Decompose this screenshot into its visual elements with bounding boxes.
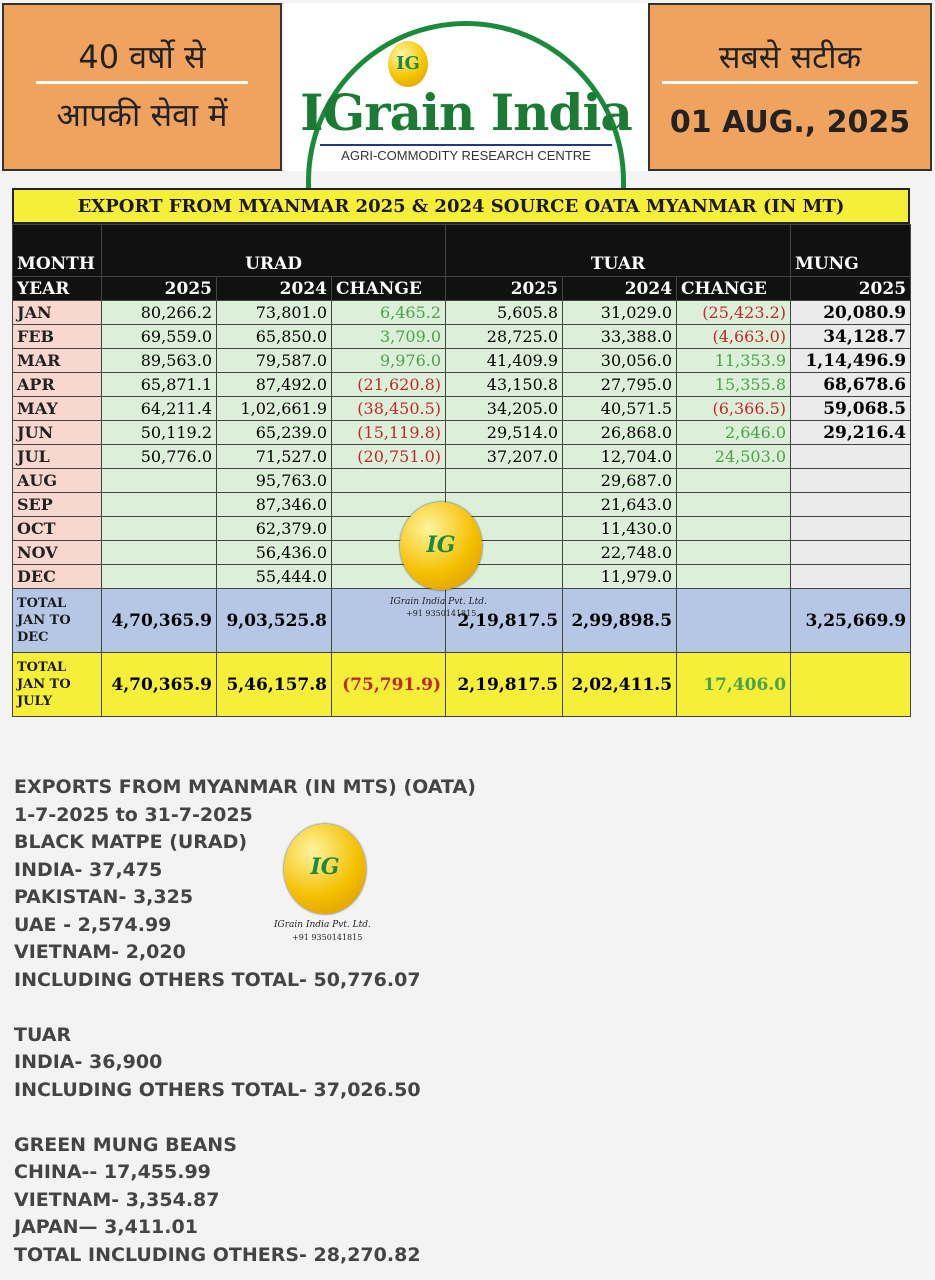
cell-month: SEP xyxy=(13,493,102,517)
tuar-change-header: CHANGE xyxy=(677,277,791,301)
cell-urad-2024: 87,492.0 xyxy=(217,373,332,397)
cell-urad-2025: 50,119.2 xyxy=(102,421,217,445)
note-line: INDIA- 36,900 xyxy=(14,1051,163,1073)
cell-tuar-change: (6,366.5) xyxy=(677,397,791,421)
note-line: CHINA-- 17,455.99 xyxy=(14,1161,211,1183)
table-row xyxy=(13,469,911,493)
table-row xyxy=(13,397,911,421)
logo-mark: IG xyxy=(396,53,420,74)
watermark-logo xyxy=(380,500,500,620)
cell-mung-2025 xyxy=(791,541,911,565)
brand-name: IGrain India xyxy=(300,83,632,142)
cell-tuar-change xyxy=(677,541,791,565)
cell-mung-2025: 34,128.7 xyxy=(791,325,911,349)
cell-tuar-change: 17,406.0 xyxy=(677,653,791,717)
cell-tuar-2024: 30,056.0 xyxy=(563,349,677,373)
cell-urad-2025 xyxy=(102,565,217,589)
cell-urad-2025: 64,211.4 xyxy=(102,397,217,421)
cell-urad-2025: 89,563.0 xyxy=(102,349,217,373)
tuar-2024-header: 2024 xyxy=(563,277,677,301)
year-header-row xyxy=(13,277,911,301)
cell-mung-2025: 68,678.6 xyxy=(791,373,911,397)
cell-mung-2025: 1,14,496.9 xyxy=(791,349,911,373)
cell-tuar-2024: 11,430.0 xyxy=(563,517,677,541)
cell-urad-2024: 62,379.0 xyxy=(217,517,332,541)
cell-tuar-2024: 31,029.0 xyxy=(563,301,677,325)
tagline-service: आपकी सेवा में xyxy=(56,96,228,134)
cell-tuar-change xyxy=(677,589,791,653)
cell-tuar-2025 xyxy=(446,469,563,493)
urad-header: URAD xyxy=(102,225,446,277)
cell-month: MAY xyxy=(13,397,102,421)
cell-month: NOV xyxy=(13,541,102,565)
cell-urad-2025: 50,776.0 xyxy=(102,445,217,469)
cell-mung-2025 xyxy=(791,469,911,493)
watermark-phone: +91 9350141815 xyxy=(292,933,363,942)
cell-mung-2025 xyxy=(791,565,911,589)
cell-urad-2025 xyxy=(102,517,217,541)
cell-tuar-2024: 26,868.0 xyxy=(563,421,677,445)
cell-urad-2025: 4,70,365.9 xyxy=(102,653,217,717)
total-label: TOTAL JAN TO JULY xyxy=(13,653,102,717)
cell-tuar-2025: 2,19,817.5 xyxy=(446,653,563,717)
divider xyxy=(662,81,918,84)
brand-logo xyxy=(284,3,648,171)
cell-urad-2024: 87,346.0 xyxy=(217,493,332,517)
total-label: TOTAL JAN TO DEC xyxy=(13,589,102,653)
table-row xyxy=(13,373,911,397)
year-header: YEAR xyxy=(13,277,102,301)
note-line: BLACK MATPE (URAD) xyxy=(14,831,248,853)
cell-urad-2024: 73,801.0 xyxy=(217,301,332,325)
cell-tuar-2024: 2,99,898.5 xyxy=(563,589,677,653)
cell-tuar-2024: 33,388.0 xyxy=(563,325,677,349)
cell-tuar-2024: 12,704.0 xyxy=(563,445,677,469)
table-row xyxy=(13,349,911,373)
cell-tuar-change: 11,353.9 xyxy=(677,349,791,373)
cell-tuar-change: (4,663.0) xyxy=(677,325,791,349)
watermark-phone: +91 9350141815 xyxy=(406,609,477,618)
brand-tagline: AGRI-COMMODITY RESEARCH CENTRE xyxy=(320,144,612,163)
note-line: GREEN MUNG BEANS xyxy=(14,1133,237,1156)
cell-urad-2024: 79,587.0 xyxy=(217,349,332,373)
logo-grain-icon xyxy=(388,41,428,87)
group-header-row xyxy=(13,225,911,277)
cell-tuar-change xyxy=(677,517,791,541)
note-line: JAPAN— 3,411.01 xyxy=(14,1216,198,1238)
table-row xyxy=(13,325,911,349)
cell-urad-change: 6,465.2 xyxy=(332,301,446,325)
table-row xyxy=(13,301,911,325)
cell-mung-2025 xyxy=(791,653,911,717)
cell-month: DEC xyxy=(13,565,102,589)
tuar-header: TUAR xyxy=(446,225,791,277)
cell-month: JAN xyxy=(13,301,102,325)
cell-tuar-2024: 22,748.0 xyxy=(563,541,677,565)
cell-tuar-2025: 41,409.9 xyxy=(446,349,563,373)
cell-urad-change: (15,119.8) xyxy=(332,421,446,445)
cell-tuar-2024: 21,643.0 xyxy=(563,493,677,517)
cell-month: AUG xyxy=(13,469,102,493)
cell-urad-2024: 5,46,157.8 xyxy=(217,653,332,717)
cell-urad-2025: 65,871.1 xyxy=(102,373,217,397)
cell-tuar-2024: 29,687.0 xyxy=(563,469,677,493)
urad-2024-header: 2024 xyxy=(217,277,332,301)
cell-tuar-2025: 34,205.0 xyxy=(446,397,563,421)
table-row xyxy=(13,421,911,445)
cell-urad-change xyxy=(332,469,446,493)
table-row xyxy=(13,445,911,469)
cell-month: OCT xyxy=(13,517,102,541)
cell-urad-2025: 80,266.2 xyxy=(102,301,217,325)
note-line: VIETNAM- 2,020 xyxy=(14,941,186,963)
cell-urad-change: (20,751.0) xyxy=(332,445,446,469)
cell-urad-2024: 65,850.0 xyxy=(217,325,332,349)
cell-urad-2025 xyxy=(102,469,217,493)
grain-icon xyxy=(400,502,482,590)
cell-mung-2025 xyxy=(791,493,911,517)
cell-urad-change: 3,709.0 xyxy=(332,325,446,349)
total-jan-july-row xyxy=(13,653,911,717)
cell-mung-2025 xyxy=(791,517,911,541)
cell-tuar-change xyxy=(677,469,791,493)
cell-tuar-change xyxy=(677,565,791,589)
watermark-mark: IG xyxy=(426,532,456,558)
mung-2025-header: 2025 xyxy=(791,277,911,301)
note-line: TUAR xyxy=(14,1023,72,1046)
cell-tuar-2025: 28,725.0 xyxy=(446,325,563,349)
note-line: UAE - 2,574.99 xyxy=(14,913,172,936)
note-line: INDIA- 37,475 xyxy=(14,858,163,881)
cell-tuar-change: 15,355.8 xyxy=(677,373,791,397)
cell-urad-change: (75,791.9) xyxy=(332,653,446,717)
cell-tuar-2024: 27,795.0 xyxy=(563,373,677,397)
cell-month: JUL xyxy=(13,445,102,469)
data-grid xyxy=(12,224,911,717)
cell-tuar-change: (25,423.2) xyxy=(677,301,791,325)
report-date: 01 AUG., 2025 xyxy=(669,105,911,140)
cell-mung-2025: 59,068.5 xyxy=(791,397,911,421)
note-line xyxy=(14,994,476,1022)
cell-tuar-2024: 2,02,411.5 xyxy=(563,653,677,717)
cell-urad-change: (21,620.8) xyxy=(332,373,446,397)
urad-change-header: CHANGE xyxy=(332,277,446,301)
note-line xyxy=(14,1104,476,1132)
cell-mung-2025: 3,25,669.9 xyxy=(791,589,911,653)
cell-month: MAR xyxy=(13,349,102,373)
tagline-accurate: सबसे सटीक xyxy=(718,38,862,76)
cell-tuar-2025: 43,150.8 xyxy=(446,373,563,397)
note-line: INCLUDING OTHERS TOTAL- 37,026.50 xyxy=(14,1078,421,1101)
cell-urad-2025: 69,559.0 xyxy=(102,325,217,349)
header-left-panel xyxy=(2,3,282,171)
cell-urad-2024: 65,239.0 xyxy=(217,421,332,445)
cell-urad-2024: 71,527.0 xyxy=(217,445,332,469)
cell-month: APR xyxy=(13,373,102,397)
header-right-panel xyxy=(648,3,932,171)
cell-urad-2024: 9,03,525.8 xyxy=(217,589,332,653)
cell-urad-2025 xyxy=(102,541,217,565)
watermark-company: IGrain India Pvt. Ltd. xyxy=(390,597,487,607)
month-header: MONTH xyxy=(13,225,102,277)
cell-urad-2024: 95,763.0 xyxy=(217,469,332,493)
cell-tuar-change: 2,646.0 xyxy=(677,421,791,445)
table-title: EXPORT FROM MYANMAR 2025 & 2024 SOURCE OATA MYANMAR (IN MT) xyxy=(12,188,910,224)
note-line: VIETNAM- 3,354.87 xyxy=(14,1188,220,1211)
cell-tuar-2025: 37,207.0 xyxy=(446,445,563,469)
tagline-years: 40 वर्षो से xyxy=(78,38,206,76)
export-table xyxy=(12,188,910,717)
cell-urad-2024: 56,436.0 xyxy=(217,541,332,565)
cell-tuar-2025: 2,19,817.5 xyxy=(446,589,563,653)
cell-tuar-2024: 40,571.5 xyxy=(563,397,677,421)
cell-tuar-change: 24,503.0 xyxy=(677,445,791,469)
cell-month: JUN xyxy=(13,421,102,445)
mung-header: MUNG xyxy=(791,225,911,277)
urad-2025-header: 2025 xyxy=(102,277,217,301)
cell-urad-2025 xyxy=(102,493,217,517)
note-line: EXPORTS FROM MYANMAR (IN MTS) (OATA) xyxy=(14,776,476,798)
tuar-2025-header: 2025 xyxy=(446,277,563,301)
note-line: INCLUDING OTHERS TOTAL- 50,776.07 xyxy=(14,968,421,991)
cell-mung-2025 xyxy=(791,445,911,469)
cell-tuar-change xyxy=(677,493,791,517)
cell-mung-2025: 29,216.4 xyxy=(791,421,911,445)
cell-urad-2025: 4,70,365.9 xyxy=(102,589,217,653)
export-notes xyxy=(14,774,476,1269)
cell-tuar-2024: 11,979.0 xyxy=(563,565,677,589)
note-line: 1-7-2025 to 31-7-2025 xyxy=(14,803,253,826)
cell-urad-change: 9,976.0 xyxy=(332,349,446,373)
cell-month: FEB xyxy=(13,325,102,349)
divider xyxy=(36,81,248,84)
cell-urad-change: (38,450.5) xyxy=(332,397,446,421)
cell-urad-2024: 55,444.0 xyxy=(217,565,332,589)
watermark-mark: IG xyxy=(310,854,340,880)
note-line: PAKISTAN- 3,325 xyxy=(14,886,194,908)
cell-tuar-2025: 29,514.0 xyxy=(446,421,563,445)
cell-tuar-2025: 5,605.8 xyxy=(446,301,563,325)
note-line: TOTAL INCLUDING OTHERS- 28,270.82 xyxy=(14,1243,421,1266)
watermark-company: IGrain India Pvt. Ltd. xyxy=(274,920,371,930)
cell-mung-2025: 20,080.9 xyxy=(791,301,911,325)
cell-urad-2024: 1,02,661.9 xyxy=(217,397,332,421)
